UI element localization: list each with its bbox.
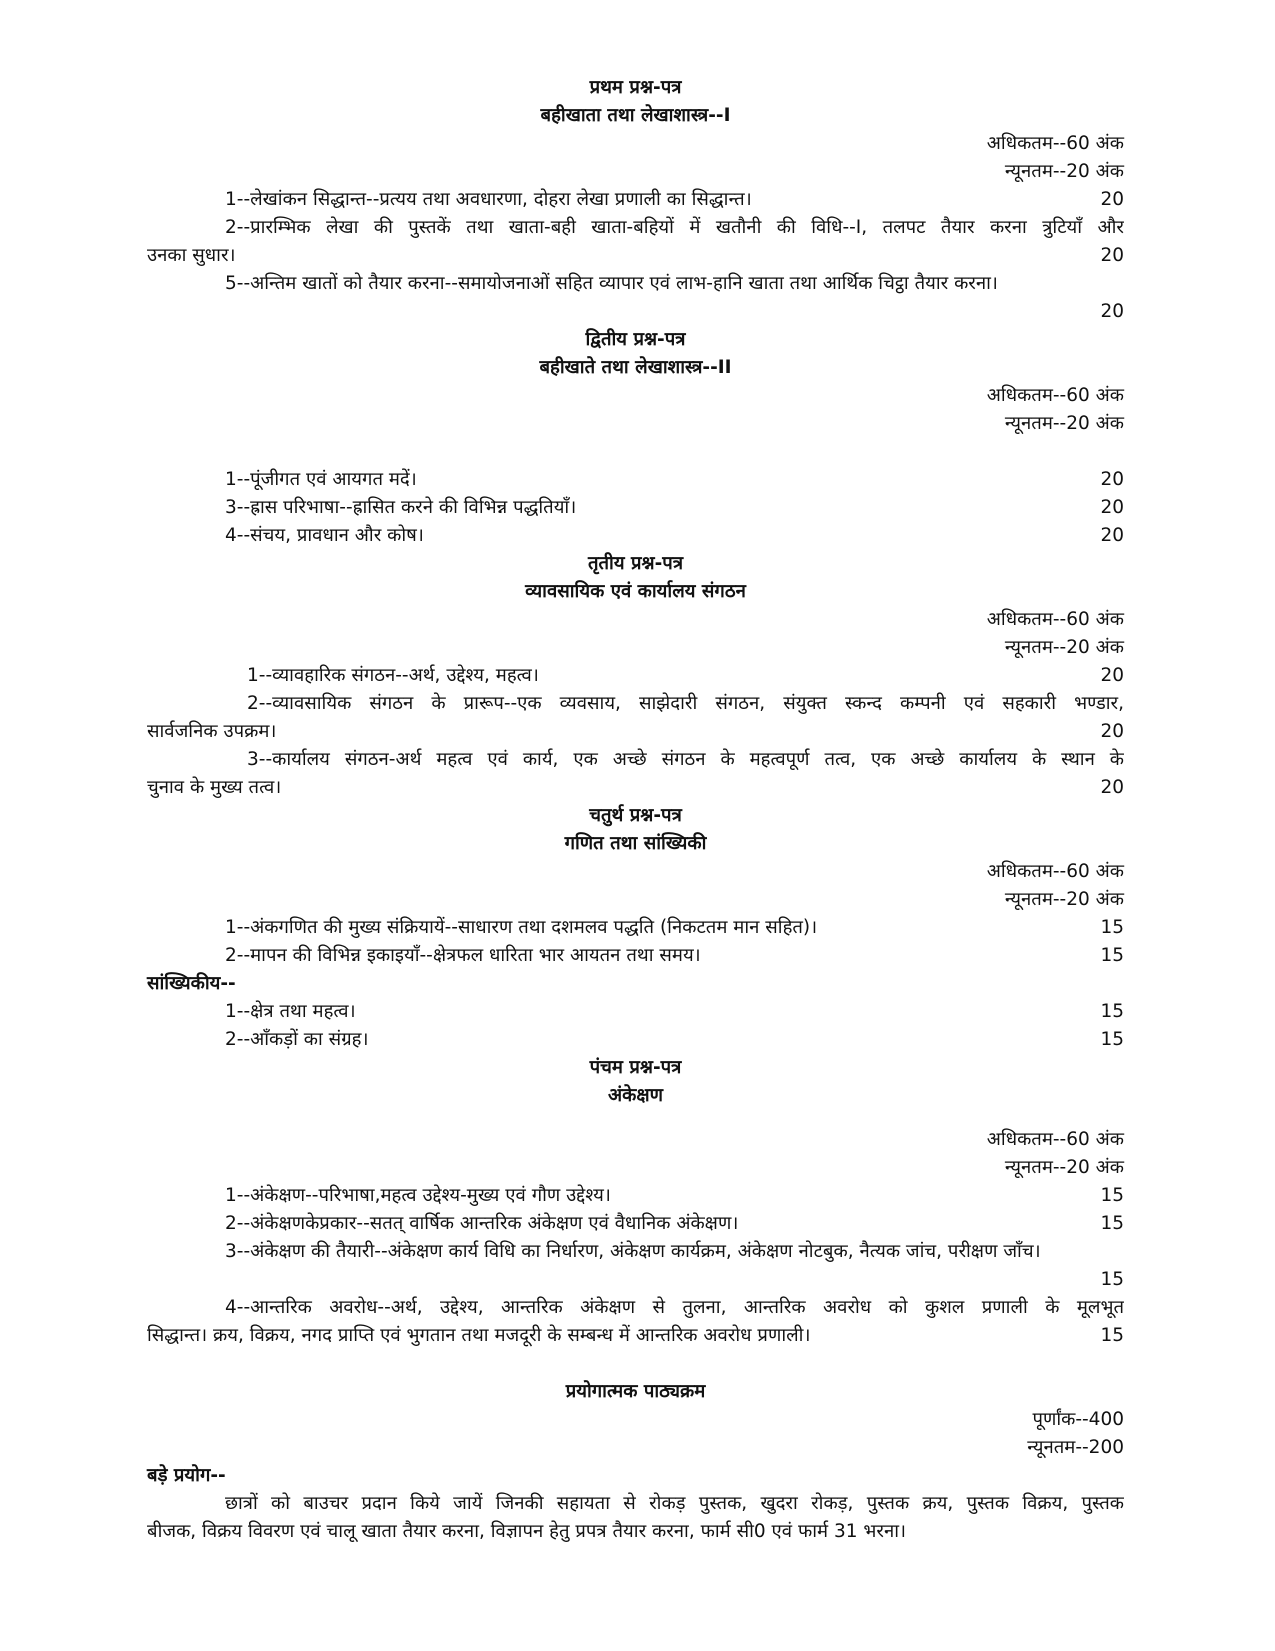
paper-5-max-marks: अधिकतम--60 अंक: [986, 1129, 1124, 1150]
paper-3-item-1: 1--व्यावहारिक संगठन--अर्थ, उद्देश्य, महत्व। 20: [247, 665, 1124, 686]
paper-1-item-2: 2--प्रारम्भिक लेखा की पुस्तकें तथा खाता-बही खाता-बहियों में खतौनी की विधि--I, तलपट तैयार करना त्रुटियाँ और उनका सुधार। 20: [147, 217, 1124, 266]
paper-2-min-marks: न्यूनतम--20 अंक: [1004, 413, 1124, 434]
paper-2-title: बहीखाते तथा लेखाशास्त्र--II: [539, 357, 732, 378]
paper-3-title: व्यावसायिक एवं कार्यालय संगठन: [525, 581, 746, 602]
paper-5-item-4: 4--आन्तरिक अवरोध--अर्थ, उद्देश्य, आन्तरिक अंकेक्षण से तुलना, आन्तरिक अवरोध को कुशल प्रणाली के मूलभूत सिद्धान्त। क्रय, विक्रय, नगद प्राप्ति एवं भुगतान तथा मजदूरी के सम्बन्ध में आन्तरिक अवरोध प्रणाली। 15: [147, 1297, 1124, 1346]
practical-title: प्रयोगात्मक पाठ्यक्रम: [565, 1381, 706, 1402]
paper-2-item-1: 1--पूंजीगत एवं आयगत मदें। 20: [225, 469, 1124, 490]
syllabus-document: [147, 74, 1124, 1546]
paper-1-min-marks: न्यूनतम--20 अंक: [1004, 161, 1124, 182]
paper-3-max-marks: अधिकतम--60 अंक: [986, 609, 1124, 630]
paper-2-heading: द्वितीय प्रश्न-पत्र: [585, 329, 686, 350]
paper-4-section: [147, 802, 1124, 1054]
paper-4-title: गणित तथा सांख्यिकी: [564, 833, 707, 854]
paper-1-section: [147, 74, 1124, 326]
paper-4-heading: चतुर्थ प्रश्न-पत्र: [589, 805, 682, 826]
paper-3-section: [147, 550, 1124, 802]
paper-2-item-3: 4--संचय, प्रावधान और कोष। 20: [225, 525, 1124, 546]
paper-2-section: [147, 326, 1124, 550]
paper-3-item-2: 2--व्यावसायिक संगठन के प्रारूप--एक व्यवसाय, साझेदारी संगठन, संयुक्त स्कन्द कम्पनी एवं सहकारी भण्डार, सार्वजनिक उपक्रम। 20: [147, 693, 1124, 742]
paper-3-heading: तृतीय प्रश्न-पत्र: [587, 553, 684, 574]
paper-1-item-1: 1--लेखांकन सिद्धान्त--प्रत्यय तथा अवधारणा, दोहरा लेखा प्रणाली का सिद्धान्त। 20: [225, 189, 1124, 210]
paper-5-min-marks: न्यूनतम--20 अंक: [1004, 1157, 1124, 1178]
paper-3-min-marks: न्यूनतम--20 अंक: [1004, 637, 1124, 658]
major-experiments-heading: बड़े प्रयोग--: [147, 1465, 226, 1486]
paper-5-section: [147, 1054, 1124, 1350]
practical-text-line-2: बीजक, विक्रय विवरण एवं चालू खाता तैयार करना, विज्ञापन हेतु प्रपत्र तैयार करना, फार्म सी0 एवं फार्म 31 भरना।: [147, 1521, 907, 1542]
paper-4-max-marks: अधिकतम--60 अंक: [986, 861, 1124, 882]
paper-2-item-2: 3--ह्रास परिभाषा--ह्रासित करने की विभिन्न पद्धतियाँ। 20: [225, 497, 1124, 518]
paper-2-max-marks: अधिकतम--60 अंक: [986, 385, 1124, 406]
practical-full-marks: पूर्णांक--400: [1032, 1409, 1124, 1430]
paper-5-heading: पंचम प्रश्न-पत्र: [589, 1057, 682, 1078]
paper-4-subitem-1: 1--क्षेत्र तथा महत्व। 15: [225, 1001, 1124, 1022]
paper-4-min-marks: न्यूनतम--20 अंक: [1004, 889, 1124, 910]
practical-section: [147, 1378, 1124, 1546]
practical-text-line-1: छात्रों को बाउचर प्रदान किये जायें जिनकी सहायता से रोकड़ पुस्तक, खुदरा रोकड़, पुस्तक क्रय, पुस्तक विक्रय, पुस्तक: [225, 1493, 1124, 1514]
paper-5-title: अंकेक्षण: [608, 1085, 663, 1106]
paper-5-item-3: 3--अंकेक्षण की तैयारी--अंकेक्षण कार्य विधि का निर्धारण, अंकेक्षण कार्यक्रम, अंकेक्षण नोटबुक, नैत्यक जांच, परीक्षण जाँच। 15: [225, 1241, 1124, 1290]
paper-1-heading: प्रथम प्रश्न-पत्र: [589, 77, 682, 98]
paper-5-item-2: 2--अंकेक्षणकेप्रकार--सतत् वार्षिक आन्तरिक अंकेक्षण एवं वैधानिक अंकेक्षण। 15: [225, 1213, 1124, 1234]
paper-4-item-1: 1--अंकगणित की मुख्य संक्रियायें--साधारण तथा दशमलव पद्धति (निकटतम मान सहित)। 15: [225, 917, 1124, 938]
practical-min-marks: न्यूनतम--200: [1027, 1437, 1124, 1458]
paper-5-item-1: 1--अंकेक्षण--परिभाषा,महत्व उद्देश्य-मुख्य एवं गौण उद्देश्य। 15: [225, 1185, 1124, 1206]
paper-4-subitem-2: 2--आँकड़ों का संग्रह। 15: [225, 1029, 1124, 1050]
statistics-subheading: सांख्यिकीय--: [147, 973, 236, 994]
paper-1-item-3: 5--अन्तिम खातों को तैयार करना--समायोजनाओं सहित व्यापार एवं लाभ-हानि खाता तथा आर्थिक चिट्ठा तैयार करना। 20: [225, 273, 1124, 322]
paper-1-title: बहीखाता तथा लेखाशास्त्र--I: [540, 105, 731, 126]
paper-3-item-3: 3--कार्यालय संगठन-अर्थ महत्व एवं कार्य, एक अच्छे संगठन के महत्वपूर्ण तत्व, एक अच्छे कार्यालय के स्थान के चुनाव के मुख्य तत्व। 20: [147, 749, 1124, 798]
paper-4-item-2: 2--मापन की विभिन्न इकाइयाँ--क्षेत्रफल धारिता भार आयतन तथा समय। 15: [225, 945, 1124, 966]
paper-1-max-marks: अधिकतम--60 अंक: [986, 133, 1124, 154]
